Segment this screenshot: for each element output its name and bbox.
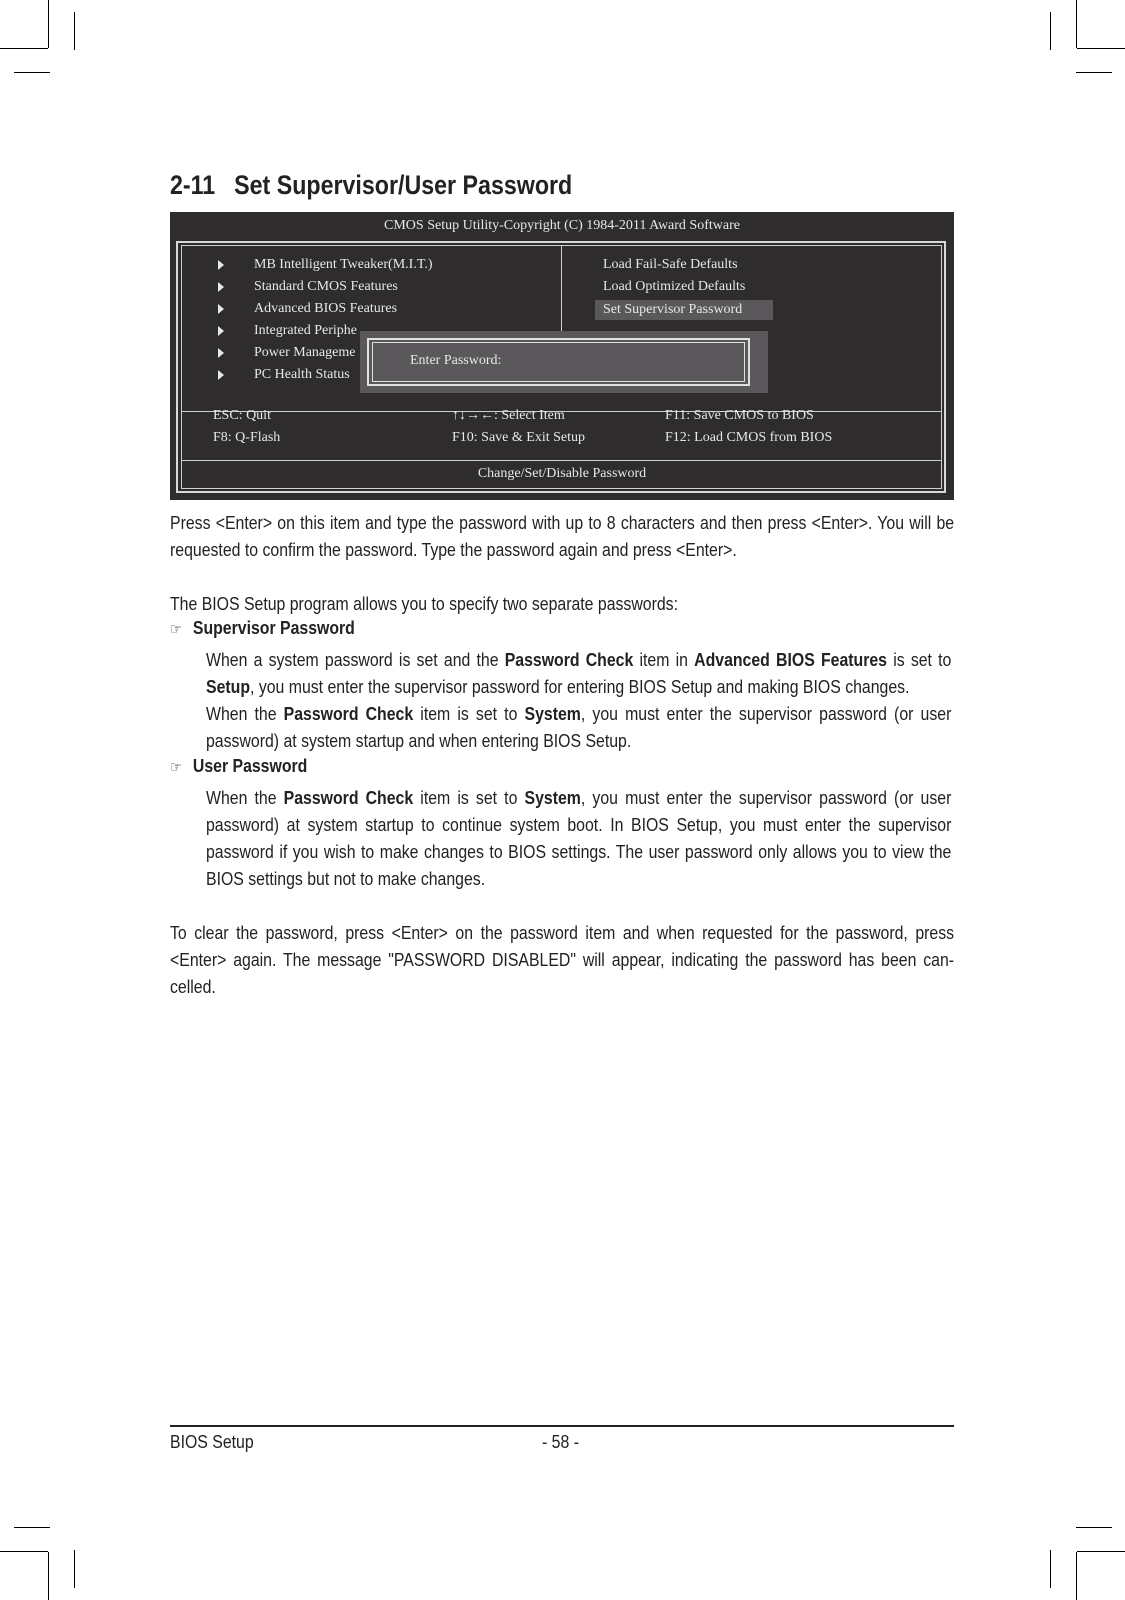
menu-item-advanced-bios[interactable]: Advanced BIOS Features [254, 301, 398, 316]
bios-screen [170, 212, 954, 500]
key-f8-qflash: F8: Q-Flash [213, 430, 281, 445]
text-run: is set to [886, 650, 952, 670]
menu-item-load-optimized[interactable]: Load Optimized Defaults [603, 279, 746, 294]
paragraph-two-passwords: The BIOS Setup program allows you to specify two separate passwords: [170, 594, 679, 614]
password-dialog [360, 331, 768, 393]
bold-run: Password Check [504, 650, 634, 670]
menu-item-set-supervisor-password[interactable]: Set Supervisor Password [595, 300, 773, 320]
user-heading-text: User Password [192, 756, 308, 776]
page-number: - 58 - [542, 1432, 579, 1452]
submenu-arrow-icon [218, 370, 224, 380]
paragraph-supervisor-2 [206, 701, 951, 755]
bold-run: Password Check [283, 788, 414, 808]
paragraph-user [206, 785, 951, 893]
bios-status-line: Change/Set/Disable Password [477, 466, 647, 481]
bold-run: System [524, 704, 581, 724]
pointing-hand-icon: ☞ [170, 759, 182, 776]
menu-item-load-fail-safe[interactable]: Load Fail-Safe Defaults [603, 257, 738, 272]
submenu-arrow-icon [218, 260, 224, 270]
menu-item-mit[interactable]: MB Intelligent Tweaker(M.I.T.) [254, 257, 433, 272]
user-password-heading [170, 756, 307, 777]
password-input[interactable]: Enter Password: [410, 353, 502, 368]
footer-section-name: BIOS Setup [170, 1432, 254, 1452]
bold-run: Advanced BIOS Features [694, 650, 887, 670]
section-title [170, 170, 572, 201]
bios-header: CMOS Setup Utility-Copyright (C) 1984-2011 Award Software [384, 218, 740, 233]
text-run: item in [633, 650, 695, 670]
text-run: When a system password is set and the [206, 650, 505, 670]
bold-run: Password Check [283, 704, 414, 724]
submenu-arrow-icon [218, 304, 224, 314]
section-number: 2-11 [170, 170, 216, 200]
submenu-arrow-icon [218, 348, 224, 358]
text-run: item is set to [413, 788, 525, 808]
text-run: When the [206, 704, 284, 724]
supervisor-heading-text: Supervisor Password [192, 618, 355, 638]
footer-rule [170, 1425, 954, 1427]
submenu-arrow-icon [218, 326, 224, 336]
text-run: When the [206, 788, 284, 808]
text-run: , you must enter the supervisor password (or user password) at system startup to continue system boot. In BIOS Setup, you must enter the supervisor password if you wish to make changes to BIOS settings. The user password only allows you to view the BIOS settings but not to make changes. [206, 788, 952, 889]
key-select-item: ↑↓→←: Select Item [452, 408, 565, 423]
paragraph-clear-password: To clear the password, press <Enter> on the password item and when requested for the password, press <Enter> again. The message "PASSWORD DISABLED" will appear, indicating the password has been can-celled. [170, 923, 955, 997]
bold-run: Setup [206, 677, 251, 697]
key-f10-save-exit: F10: Save & Exit Setup [452, 430, 585, 445]
menu-item-integrated-peripherals[interactable]: Integrated Periphe [254, 323, 358, 338]
menu-item-power-management[interactable]: Power Manageme [254, 345, 356, 360]
submenu-arrow-icon [218, 282, 224, 292]
status-divider [181, 460, 942, 461]
paragraph-supervisor-1 [206, 647, 951, 701]
paragraph-intro: Press <Enter> on this item and type the password with up to 8 characters and then press <Enter>. You will be requested to confirm the password. Type the password again and press <Enter>. [170, 513, 955, 560]
bold-run: System [524, 788, 581, 808]
section-title-text: Set Supervisor/User Password [234, 170, 573, 200]
text-run: , you must enter the supervisor password (or user password) at system startup and when entering BIOS Setup. [206, 704, 952, 751]
menu-item-standard-cmos[interactable]: Standard CMOS Features [254, 279, 398, 294]
pointing-hand-icon: ☞ [170, 621, 182, 638]
key-f11-save-cmos: F11: Save CMOS to BIOS [665, 408, 814, 423]
supervisor-password-heading [170, 618, 355, 639]
key-f12-load-cmos: F12: Load CMOS from BIOS [665, 430, 833, 445]
key-esc-quit: ESC: Quit [213, 408, 271, 423]
text-run: , you must enter the supervisor password for entering BIOS Setup and making BIOS changes. [250, 677, 910, 697]
text-run: item is set to [413, 704, 525, 724]
menu-item-pc-health[interactable]: PC Health Status [254, 367, 350, 382]
